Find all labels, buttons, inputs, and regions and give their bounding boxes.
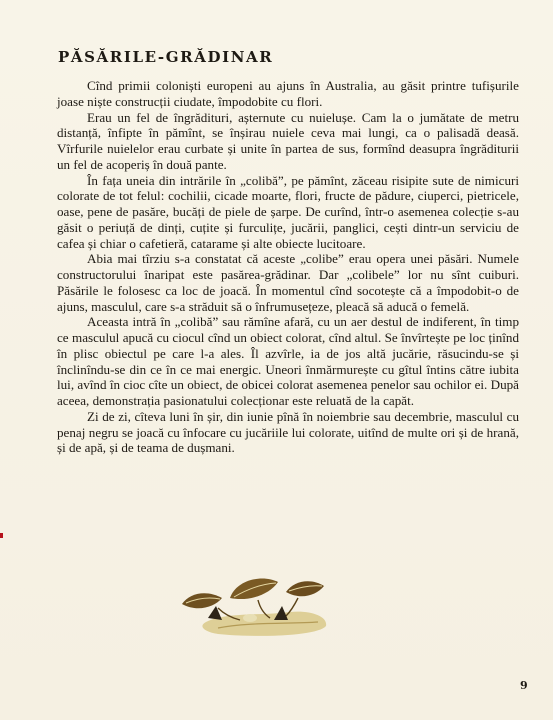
chapter-title: PĂSĂRILE-GRĂDINAR bbox=[58, 48, 274, 66]
paragraph: Abia mai tîrziu s-a constatat că aceste „colibe” erau opera unei păsări. Numele constructorului înaripat este pasărea-grădinar. Dar „colibele” lor nu sînt cuiburi. Păsările le folosesc ca loc de joacă. În momentul cînd socotește că a împodobit-o de ajuns, masculul, care s-a străduit să o înfrumusețeze, pleacă să aducă o femelă. bbox=[57, 251, 519, 314]
page-number: 9 bbox=[520, 679, 528, 692]
leaves-illustration bbox=[178, 568, 338, 640]
paragraph: Zi de zi, cîteva luni în șir, din iunie pînă în noiembrie sau decembrie, masculul cu penaj negru se joacă cu înfocare cu jucăriile lui colorate, uitînd de multe ori și de hrană, și de apă, și de teama de dușmani. bbox=[57, 408, 519, 456]
body-text bbox=[57, 78, 519, 456]
edge-mark bbox=[0, 533, 3, 538]
paragraph: Erau un fel de îngrădituri, așternute cu nuielușe. Cam la o jumătate de metru distanță, înfipte în pămînt, se înșirau nuiele ceva mai lungi, ca o palisadă deasă. Vîrfurile nuielelor erau curbate și unite în partea de sus, formînd deasupra îngrăditurii un fel de acoperiș în două pante. bbox=[57, 109, 519, 172]
paragraph: În fața uneia din intrările în „colibă”, pe pămînt, zăceau risipite sute de nimicuri colorate de tot felul: cochilii, cicade moarte, flori, fructe de pădure, ciuperci, pietricele, oase, pene de pasăre, bucăți de piele de șarpe. De curînd, într-o asemenea colecție s-au găsit o periuță de dinți, cuțite și furculițe, jucării, panglici, cești dintr-un serviciu de cafea și chiar o cafetieră, catarame și alte obiecte lucitoare. bbox=[57, 172, 519, 251]
paragraph: Aceasta intră în „colibă” sau rămîne afară, cu un aer destul de indiferent, în timp ce masculul apucă cu ciocul cînd un obiect colorat, cînd altul. Se învîrtește pe loc ținînd în plisc obiectul pe care l-a ales. Îl azvîrle, ia de jos altă jucărie, răsucindu-se și înclinîndu-se din ce în ce mai energic. Uneori înmărmurește cu gîtul întins către iubita lui, avînd în cioc cîte un obiect, de obicei colorat asemenea penelor sau ochilor ei. După aceea, demonstrația pasionatului colecționar este reluată de la capăt. bbox=[57, 314, 519, 408]
paragraph: Cînd primii coloniști europeni au ajuns în Australia, au găsit printre tufișurile joase niște construcții ciudate, împodobite cu flori. bbox=[57, 78, 519, 109]
